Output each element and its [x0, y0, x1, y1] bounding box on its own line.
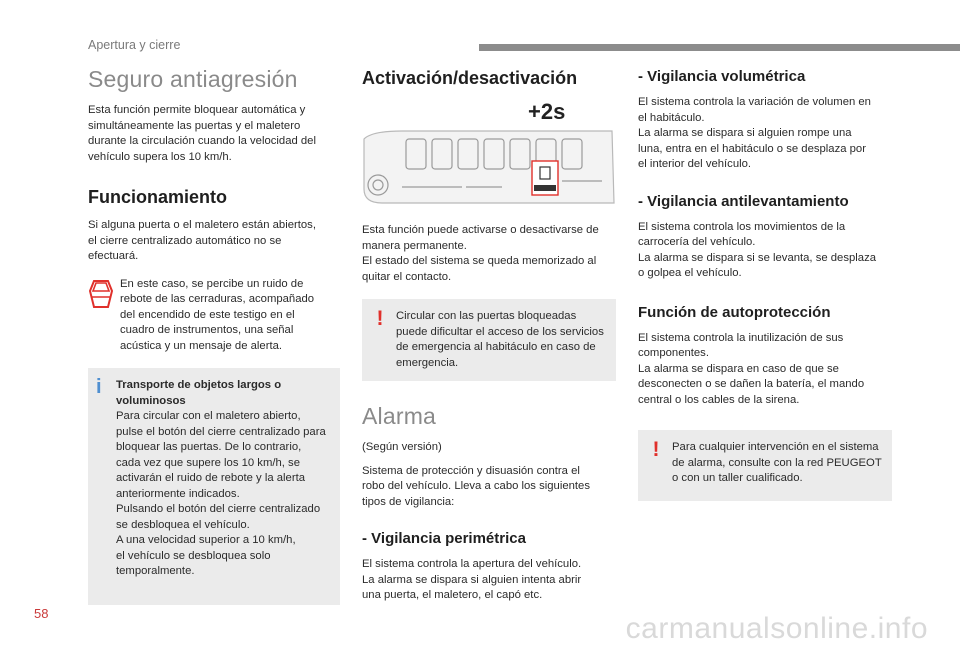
- warning-icon: !: [376, 307, 384, 330]
- door-lock-warning-icon: [88, 277, 120, 355]
- heading-antilevantamiento: - Vigilancia antilevantamiento: [638, 192, 849, 210]
- heading-funcionamiento: Funcionamiento: [88, 187, 227, 207]
- info-box-transport: [88, 368, 340, 605]
- func-paragraph: Si alguna puerta o el maletero están abiertos, el cierre centralizado automático no se efectuará.: [88, 219, 316, 262]
- section-header: Apertura y cierre: [88, 38, 181, 52]
- perimetrica-paragraph: El sistema controla la apertura del vehículo. La alarma se dispara si alguien intenta abrir una puerta, el maletero, el capó etc.: [362, 558, 582, 601]
- warning-box-emergency: [362, 299, 616, 381]
- heading-perimetrica: - Vigilancia perimétrica: [362, 530, 526, 547]
- heading-volumetrica: - Vigilancia volumétrica: [638, 68, 806, 85]
- note-row: [88, 277, 340, 355]
- warning-text: Circular con las puertas bloqueadas puede dificultar el acceso de los servicios de emergencia al habitáculo en caso de emergencia.: [396, 310, 604, 369]
- press-duration-label: +2s: [528, 99, 566, 124]
- button-panel-icon: [362, 129, 616, 209]
- warning-icon: !: [652, 438, 660, 461]
- column-2: [362, 62, 616, 604]
- antilevantamiento-paragraph: El sistema controla los movimientos de la carrocería del vehículo. La alarma se dispara si se levanta, se desplaza o golpea el vehículo.: [638, 220, 876, 279]
- warning-box-service: [638, 430, 892, 501]
- header-bar: [479, 44, 960, 51]
- heading-autoproteccion: Función de autoprotección: [638, 303, 831, 321]
- watermark: carmanualsonline.info: [625, 612, 928, 645]
- heading-activacion: Activación/desactivación: [362, 68, 578, 88]
- volumetrica-paragraph: El sistema controla la variación de volumen en el habitáculo. La alarma se dispara si alguien rompe una luna, entra en el habitáculo o se desplaza por el interior del vehículo.: [638, 96, 871, 170]
- activation-paragraph: Esta función puede activarse o desactivarse de manera permanente. El estado del sistema se queda memorizado al quitar el contacto.: [362, 224, 599, 283]
- page-number: 58: [34, 606, 49, 621]
- section-title-alarma: Alarma: [362, 403, 437, 429]
- section-title-seguro: Seguro antiagresión: [88, 66, 298, 92]
- service-warning-text: Para cualquier intervención en el sistema de alarma, consulte con la red PEUGEOT o con un taller cualificado.: [672, 441, 882, 484]
- info-box-text: Transporte de objetos largos o voluminosos Para circular con el maletero abierto, pulse el botón del cierre centralizado para bloquear las puertas. De lo contrario, cada vez que supere los 10 km/h, se activarán el ruido de rebote y la alerta anteriormente indicados. Pulsando el botón del cierre centralizado se desbloquea el vehículo. A una velocidad superior a 10 km/h, el vehículo se desbloquea solo temporalmente.: [116, 379, 326, 577]
- column-1: [88, 62, 340, 605]
- intro-paragraph: Esta función permite bloquear automática y simultáneamente las puertas y el maletero durante la circulación cuando la velocidad del vehículo supera los 10 km/h.: [88, 104, 316, 163]
- alarm-paragraph: Sistema de protección y disuasión contra el robo del vehículo. Lleva a cabo los siguientes tipos de vigilancia:: [362, 464, 590, 508]
- alarm-version: (Según versión): [362, 441, 442, 453]
- autoproteccion-paragraph: El sistema controla la inutilización de sus componentes. La alarma se dispara en caso de que se desconecten o se dañen la batería, el mando central o los cables de la sirena.: [638, 331, 865, 406]
- column-3: [638, 62, 892, 501]
- console-illustration: [362, 99, 616, 209]
- note-text: En este caso, se percibe un ruido de rebote de las cerraduras, acompañado del encendido de este testigo en el cuadro de instrumentos, una señal acústica y un mensaje de alerta.: [120, 277, 315, 352]
- info-icon: i: [96, 376, 102, 398]
